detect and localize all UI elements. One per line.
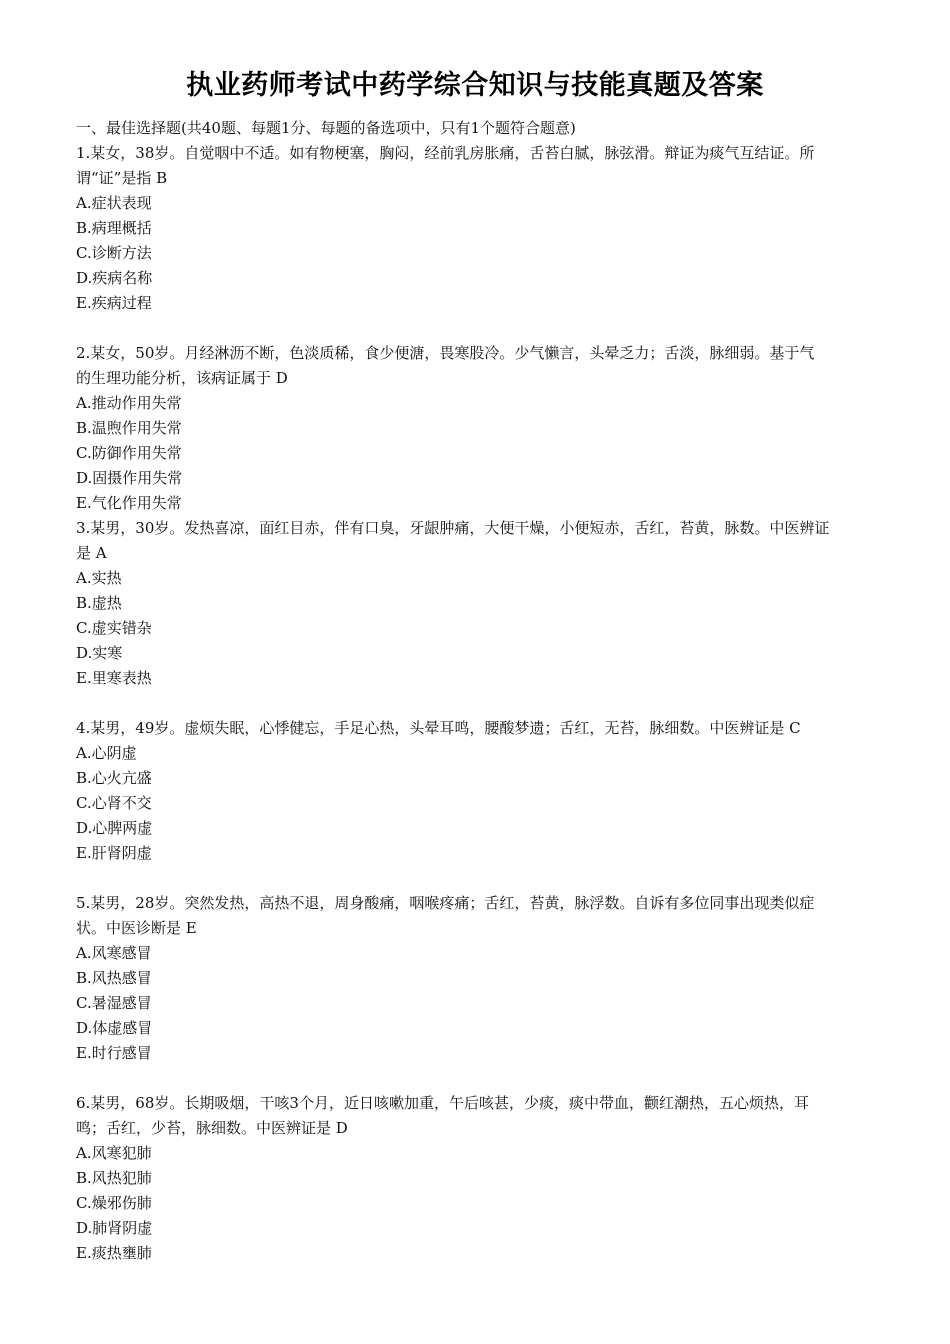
option-e: E.疾病过程: [76, 294, 152, 312]
question-stem-line: 6.某男，68岁。长期吸烟，干咳3个月，近日咳嗽加重，午后咳甚，少痰，痰中带血，颧红潮热，五心烦热，耳: [76, 1094, 809, 1112]
blank-line: [76, 866, 876, 891]
option-e: E.气化作用失常: [76, 494, 182, 512]
option-b: B.风热感冒: [76, 969, 152, 987]
option-a: A.风寒犯肺: [76, 1144, 152, 1162]
option-b: B.温煦作用失常: [76, 419, 182, 437]
document-body: [76, 116, 876, 1266]
option-c: C.燥邪伤肺: [76, 1194, 152, 1212]
option-b: B.风热犯肺: [76, 1169, 152, 1187]
option-d: D.疾病名称: [76, 269, 153, 287]
question-1: [76, 141, 876, 316]
question-stem-line: 的生理功能分析，该病证属于 D: [76, 369, 288, 387]
option-e: E.痰热壅肺: [76, 1244, 152, 1262]
question-3: [76, 516, 876, 691]
option-d: D.固摄作用失常: [76, 469, 183, 487]
question-stem-line: 1.某女，38岁。自觉咽中不适。如有物梗塞，胸闷，经前乳房胀痛，舌苔白腻，脉弦滑。辩证为痰气互结证。所: [76, 144, 815, 162]
option-d: D.体虚感冒: [76, 1019, 153, 1037]
option-d: D.实寒: [76, 644, 123, 662]
option-e: E.时行感冒: [76, 1044, 152, 1062]
page-title: 执业药师考试中药学综合知识与技能真题及答案: [186, 70, 764, 101]
option-a: A.症状表现: [76, 194, 152, 212]
question-stem-line: 谓“证”是指 B: [76, 169, 168, 187]
option-a: A.实热: [76, 569, 122, 587]
question-5: [76, 891, 876, 1066]
option-c: C.心肾不交: [76, 794, 152, 812]
option-c: C.暑湿感冒: [76, 994, 152, 1012]
section-header: 一、最佳选择题(共40题、每题1分、每题的备选项中，只有1个题符合题意): [76, 119, 576, 137]
question-4: [76, 716, 876, 866]
option-b: B.心火亢盛: [76, 769, 152, 787]
option-e: E.里寒表热: [76, 669, 152, 687]
option-b: B.病理概括: [76, 219, 152, 237]
question-6: [76, 1091, 876, 1266]
option-d: D.心脾两虚: [76, 819, 153, 837]
question-stem-line: 4.某男，49岁。虚烦失眠，心悸健忘，手足心热，头晕耳鸣，腰酸梦遗；舌红，无苔，脉细数。中医辨证是 C: [76, 719, 801, 737]
option-d: D.肺肾阴虚: [76, 1219, 153, 1237]
option-a: A.心阴虚: [76, 744, 137, 762]
option-c: C.虚实错杂: [76, 619, 152, 637]
option-a: A.风寒感冒: [76, 944, 152, 962]
question-stem-line: 是 A: [76, 544, 107, 562]
option-a: A.推动作用失常: [76, 394, 182, 412]
question-stem-line: 状。中医诊断是 E: [76, 919, 197, 937]
blank-line: [76, 1066, 876, 1091]
question-stem-line: 鸣；舌红，少苔，脉细数。中医辨证是 D: [76, 1119, 348, 1137]
blank-line: [76, 691, 876, 716]
option-c: C.诊断方法: [76, 244, 152, 262]
question-stem-line: 5.某男，28岁。突然发热，高热不退，周身酸痛，咽喉疼痛；舌红，苔黄，脉浮数。自诉有多位同事出现类似症: [76, 894, 815, 912]
option-b: B.虚热: [76, 594, 122, 612]
question-stem-line: 2.某女，50岁。月经淋沥不断，色淡质稀，食少便溏，畏寒股冷。少气懒言，头晕乏力；舌淡，脉细弱。基于气: [76, 344, 815, 362]
blank-line: [76, 316, 876, 341]
option-e: E.肝肾阴虚: [76, 844, 152, 862]
option-c: C.防御作用失常: [76, 444, 182, 462]
question-2: [76, 341, 876, 516]
question-stem-line: 3.某男，30岁。发热喜凉，面红目赤，伴有口臭，牙龈肿痛，大便干燥，小便短赤，舌红，苔黄，脉数。中医辨证: [76, 519, 830, 537]
